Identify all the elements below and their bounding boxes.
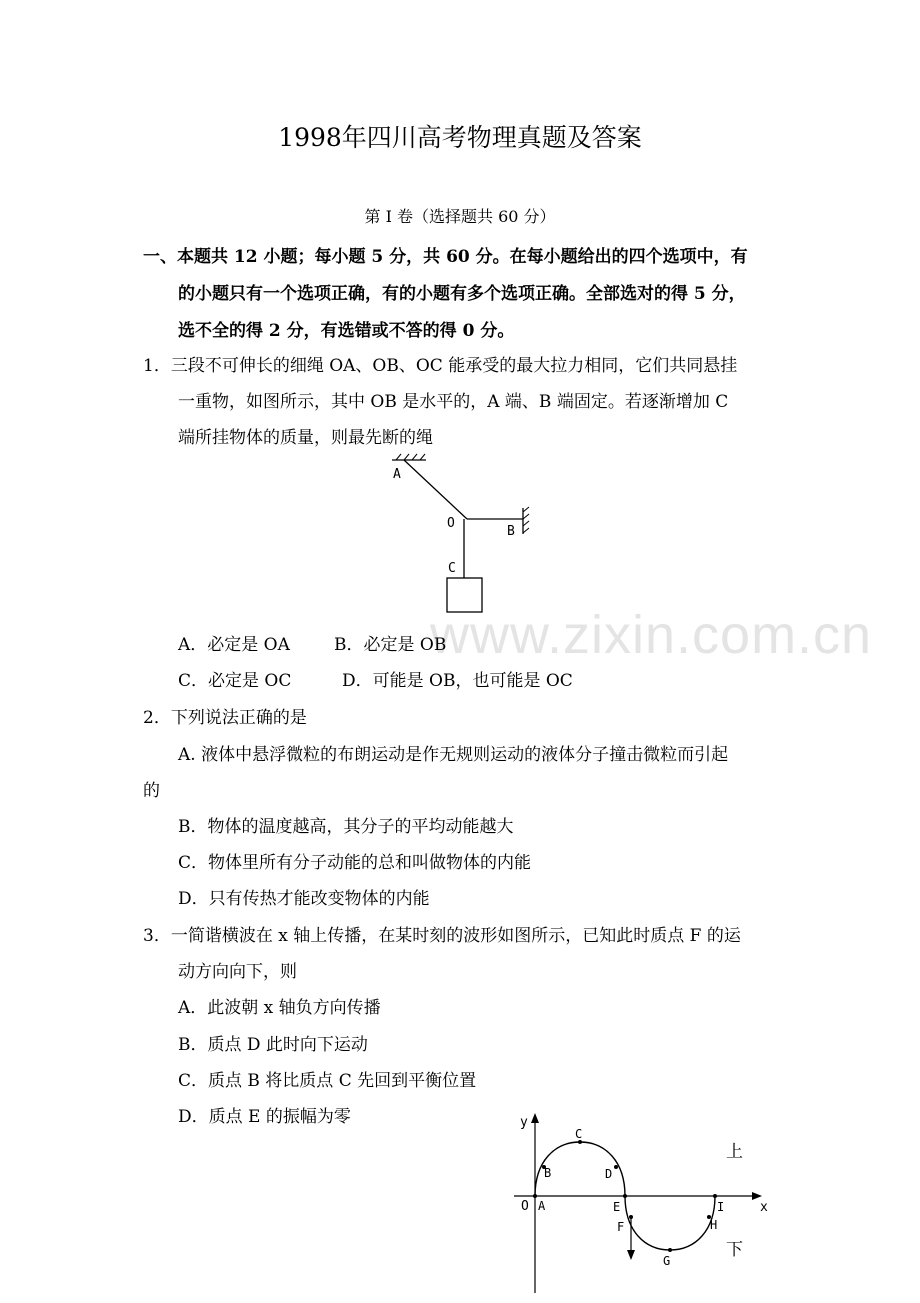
q3-stem-line-2: 动方向向下，则 — [178, 962, 297, 982]
q3-label-g: G — [663, 1254, 671, 1268]
q3-label-i: I — [717, 1200, 725, 1214]
q1-label-a: A — [393, 467, 401, 482]
q2-option-c: C．物体里所有分子动能的总和叫做物体的内能 — [178, 853, 532, 873]
q1-option-c: C．必定是 OC — [178, 671, 292, 691]
q3-label-o: O — [521, 1199, 529, 1214]
q3-label-f: F — [617, 1220, 625, 1234]
q1-option-d: D．可能是 OB，也可能是 OC — [342, 671, 573, 691]
q1-weight-box — [447, 578, 482, 612]
page-title: 1998年四川高考物理真题及答案 — [278, 123, 642, 152]
q2-stem: 2．下列说法正确的是 — [143, 708, 307, 728]
q1-stem-line-2: 一重物，如图所示，其中 OB 是水平的，A 端、B 端固定。若逐渐增加 C — [178, 392, 729, 412]
q3-label-e: E — [613, 1200, 621, 1214]
watermark: www.zixin.com.cn — [430, 605, 873, 665]
q3-option-d: D．质点 E 的振幅为零 — [178, 1107, 351, 1127]
q3-wave-figure — [500, 1105, 790, 1297]
q2-option-b: B．物体的温度越高，其分子的平均动能越大 — [178, 817, 514, 837]
q3-stem-line-1: 3．一简谐横波在 x 轴上传播，在某时刻的波形如图所示，已知此时质点 F 的运 — [143, 926, 741, 946]
q3-option-b: B．质点 D 此时向下运动 — [178, 1035, 368, 1055]
q1-option-a: A．必定是 OA — [178, 635, 290, 655]
section-heading: 第 I 卷（选择题共 60 分） — [364, 207, 556, 226]
q3-label-b: B — [544, 1166, 552, 1180]
q3-label-a: A — [538, 1199, 546, 1213]
q1-label-b: B — [507, 524, 515, 539]
q3-option-c: C．质点 B 将比质点 C 先回到平衡位置 — [178, 1071, 477, 1091]
q3-label-x: x — [760, 1200, 768, 1215]
q3-label-h: H — [710, 1218, 718, 1232]
instructions-line-1: 一、本题共 12 小题；每小题 5 分，共 60 分。在每小题给出的四个选项中，有 — [143, 247, 748, 267]
q3-label-d: D — [605, 1167, 613, 1181]
q1-rope-figure — [380, 450, 540, 620]
q2-option-a-line-2: 的 — [143, 781, 160, 801]
q3-option-a: A．此波朝 x 轴负方向传播 — [178, 998, 381, 1018]
q2-option-d: D．只有传热才能改变物体的内能 — [178, 889, 430, 909]
q3-label-y: y — [520, 1115, 528, 1130]
q1-option-b: B．必定是 OB — [334, 635, 447, 655]
q1-stem-line-1: 1．三段不可伸长的细绳 OA、OB、OC 能承受的最大拉力相同，它们共同悬挂 — [143, 356, 738, 376]
q3-label-c: C — [575, 1127, 583, 1141]
q3-label-down: 下 — [726, 1240, 743, 1260]
q1-label-c: C — [448, 561, 456, 576]
q2-option-a-line-1: A. 液体中悬浮微粒的布朗运动是作无规则运动的液体分子撞击微粒而引起 — [178, 745, 729, 765]
q3-label-up: 上 — [726, 1142, 743, 1162]
instructions-line-2: 的小题只有一个选项正确，有的小题有多个选项正确。全部选对的得 5 分， — [178, 284, 746, 304]
q1-stem-line-3: 端所挂物体的质量，则最先断的绳 — [178, 428, 433, 448]
instructions-line-3: 选不全的得 2 分，有选错或不答的得 0 分。 — [178, 321, 515, 341]
q1-label-o: O — [447, 516, 455, 531]
